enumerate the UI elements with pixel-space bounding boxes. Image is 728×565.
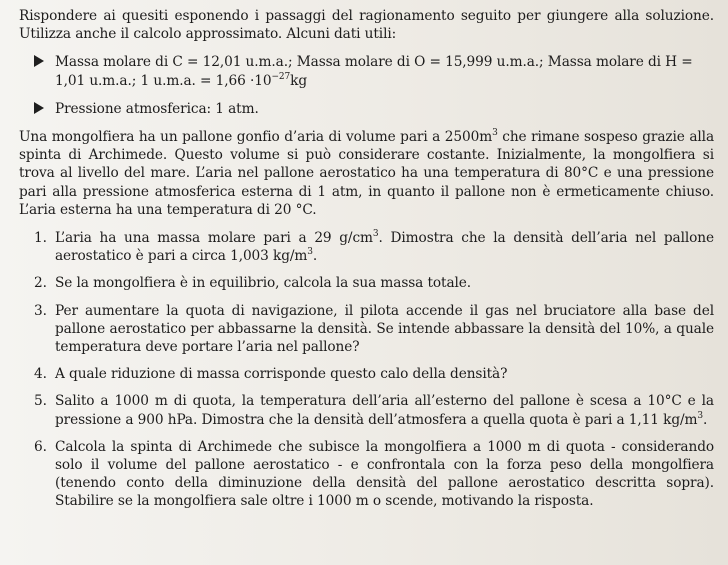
question-item	[19, 274, 714, 292]
question-text: Se la mongolfiera è in equilibrio, calcola la sua massa totale.	[55, 275, 472, 292]
instructions-paragraph: Rispondere ai quesiti esponendo i passaggi del ragionamento seguito per giungere alla soluzione. Utilizza anche il calcolo approssimato. Alcuni dati utili:	[19, 8, 714, 43]
question-number: 6.	[34, 438, 47, 455]
question-number: 4.	[34, 366, 47, 383]
data-bullet-text: Pressione atmosferica: 1 atm.	[55, 100, 259, 117]
question-item	[19, 392, 714, 428]
text-block	[19, 7, 714, 511]
question-item	[19, 438, 714, 511]
question-text: Calcola la spinta di Archimede che subisce la mongolfiera a 1000 m di quota - considerando solo il volume del pallone aerostatico - e confrontala con la forza peso della mongolfiera (tenendo conto della diminuzione della densità del pallone aerostatico descritta sopra). Stabilire se la mongolfiera sale oltre i 1000 m o scende, motivando la risposta.	[55, 438, 714, 510]
data-bullet-molar-masses	[19, 53, 714, 89]
question-text: Salito a 1000 m di quota, la temperatura dell’aria all’esterno del pallone è scesa a 10°C e la pressione a 900 hPa. Dimostra che la densità dell’atmosfera a quella quota è pari a 1,11 $kg/m^3$.	[55, 393, 714, 428]
question-text: Per aumentare la quota di navigazione, il pilota accende il gas nel bruciatore alla base del pallone aerostatico per abbassarne la densità. Se intende abbassare la densità del 10%, a quale temperatura deve portare l’aria nel pallone?	[55, 302, 714, 356]
question-list	[19, 229, 714, 511]
question-text: L’aria ha una massa molare pari a 29 $g/cm^3$. Dimostra che la densità dell’aria nel pallone aerostatico è pari a circa 1,003 $kg/m^3$.	[55, 229, 715, 265]
data-bullet-text: Massa molare di C = 12,01 u.m.a.; Massa molare di O = 15,999 u.m.a.; Massa molare di H = 1,01 u.m.a.; 1 u.m.a. = $1,66 \cdot 10^{-27}kg$	[55, 54, 693, 89]
triangle-bullet-icon	[34, 55, 44, 67]
question-number: 3.	[34, 302, 47, 319]
question-item	[19, 365, 714, 383]
problem-paragraph: Una mongolfiera ha un pallone gonfio d’aria di volume pari a $2500m^3$ che rimane sospeso grazie alla spinta di Archimede. Questo volume si può considerare costante. Inizialmente, la mongolfiera si trova al livello del mare. L’aria nel pallone aerostatico ha una temperatura di 80°C e una pressione pari alla pressione atmosferica esterna di 1 atm, in quanto il pallone non è ermeticamente chiuso. L’aria esterna ha una temperatura di 20 °C.	[19, 128, 715, 218]
question-item	[19, 229, 714, 265]
data-bullet-pressure	[19, 100, 714, 118]
question-number: 2.	[34, 275, 47, 292]
question-text: A quale riduzione di massa corrisponde questo calo della densità?	[55, 366, 508, 383]
triangle-bullet-icon	[34, 102, 44, 114]
question-item	[19, 302, 714, 357]
question-number: 5.	[34, 393, 47, 410]
question-number: 1.	[34, 230, 47, 247]
